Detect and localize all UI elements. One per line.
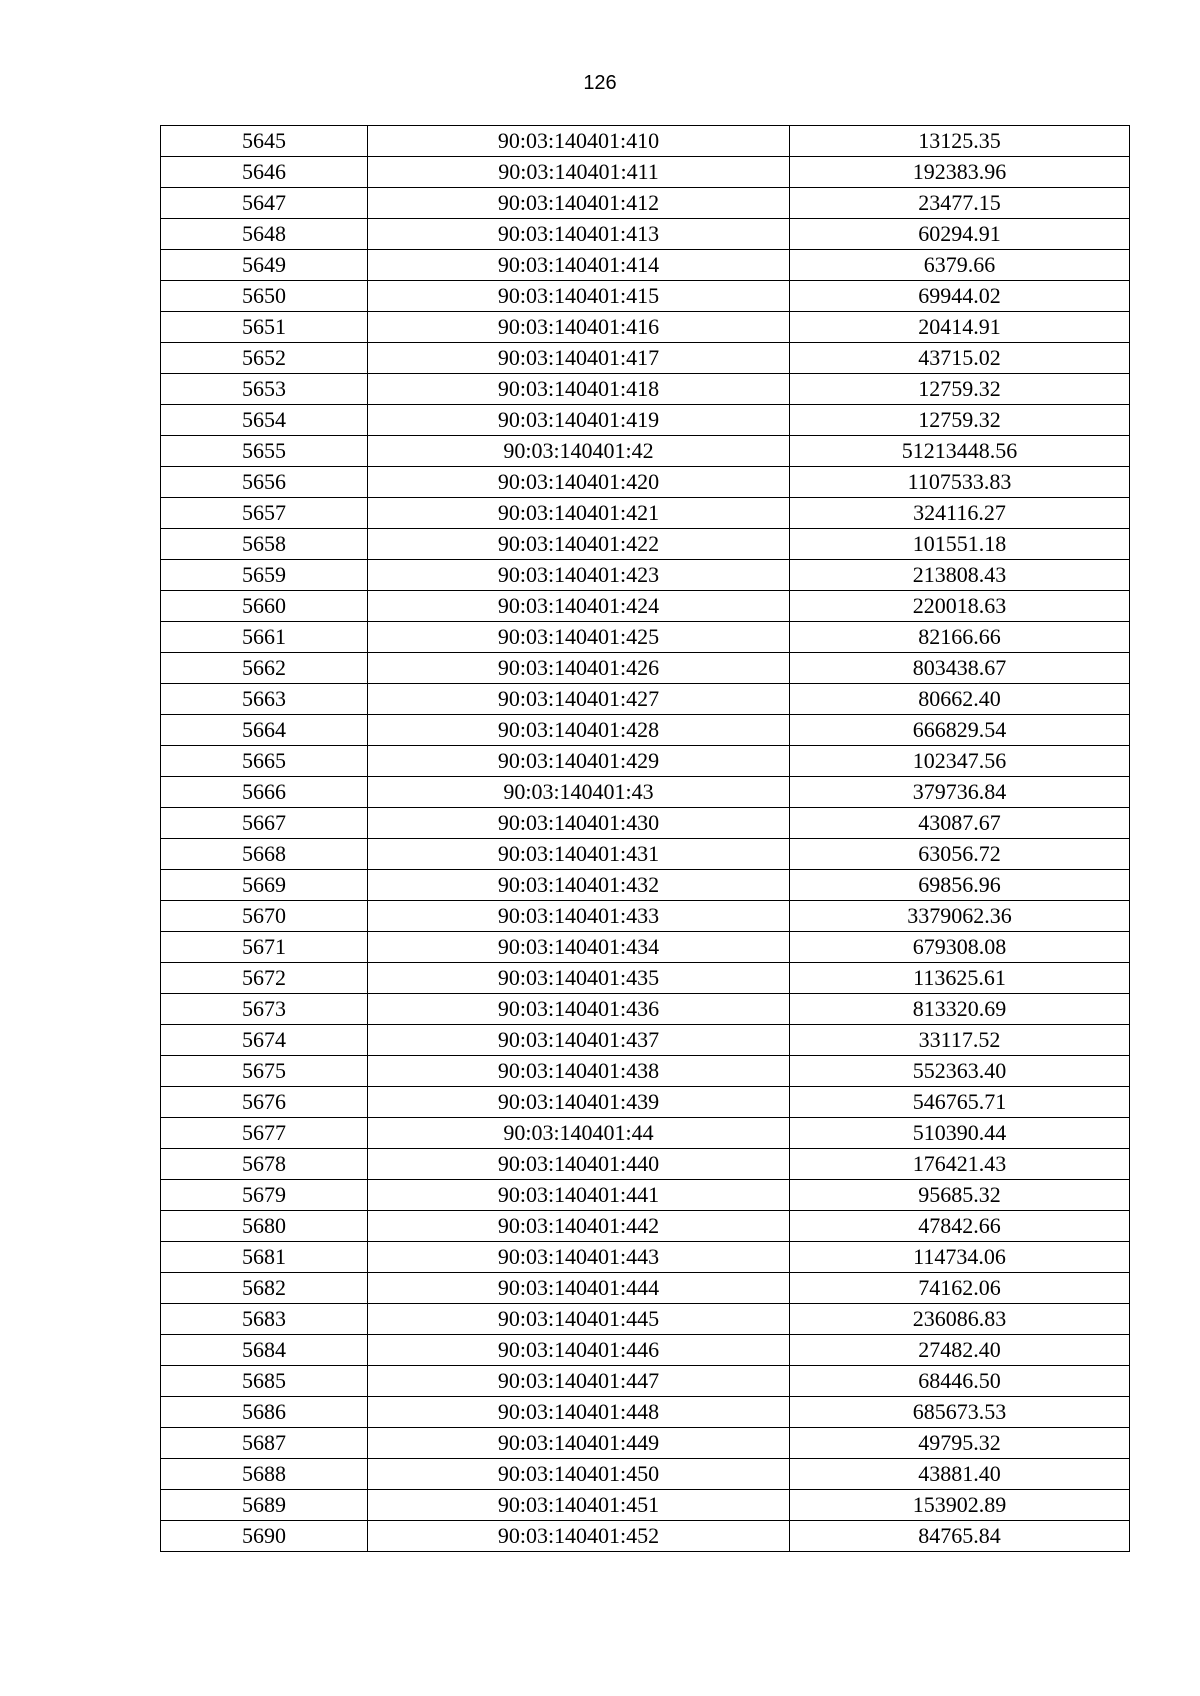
table-row [161, 157, 1130, 188]
cadastral-number-cell: 90:03:140401:432 [368, 870, 790, 901]
row-number-cell: 5665 [161, 746, 368, 777]
value-cell: 153902.89 [790, 1490, 1130, 1521]
value-cell: 20414.91 [790, 312, 1130, 343]
value-cell: 102347.56 [790, 746, 1130, 777]
value-cell: 6379.66 [790, 250, 1130, 281]
row-number-cell: 5684 [161, 1335, 368, 1366]
cadastral-number-cell: 90:03:140401:416 [368, 312, 790, 343]
cadastral-number-cell: 90:03:140401:423 [368, 560, 790, 591]
cadastral-number-cell: 90:03:140401:448 [368, 1397, 790, 1428]
value-cell: 74162.06 [790, 1273, 1130, 1304]
table-row [161, 1397, 1130, 1428]
row-number-cell: 5648 [161, 219, 368, 250]
data-table [160, 125, 1130, 1552]
value-cell: 510390.44 [790, 1118, 1130, 1149]
table-row [161, 467, 1130, 498]
cadastral-number-cell: 90:03:140401:442 [368, 1211, 790, 1242]
table-row [161, 994, 1130, 1025]
table-row [161, 1056, 1130, 1087]
row-number-cell: 5683 [161, 1304, 368, 1335]
table-row [161, 1211, 1130, 1242]
table-row [161, 684, 1130, 715]
cadastral-number-cell: 90:03:140401:438 [368, 1056, 790, 1087]
value-cell: 213808.43 [790, 560, 1130, 591]
value-cell: 220018.63 [790, 591, 1130, 622]
value-cell: 552363.40 [790, 1056, 1130, 1087]
table-row [161, 746, 1130, 777]
table-row [161, 374, 1130, 405]
row-number-cell: 5659 [161, 560, 368, 591]
value-cell: 49795.32 [790, 1428, 1130, 1459]
table-row [161, 529, 1130, 560]
table-row [161, 870, 1130, 901]
table-row [161, 1242, 1130, 1273]
row-number-cell: 5690 [161, 1521, 368, 1552]
cadastral-number-cell: 90:03:140401:417 [368, 343, 790, 374]
table-row [161, 1180, 1130, 1211]
row-number-cell: 5661 [161, 622, 368, 653]
table-row [161, 777, 1130, 808]
cadastral-number-cell: 90:03:140401:446 [368, 1335, 790, 1366]
value-cell: 33117.52 [790, 1025, 1130, 1056]
table-row [161, 1459, 1130, 1490]
row-number-cell: 5671 [161, 932, 368, 963]
value-cell: 192383.96 [790, 157, 1130, 188]
cadastral-number-cell: 90:03:140401:452 [368, 1521, 790, 1552]
cadastral-number-cell: 90:03:140401:427 [368, 684, 790, 715]
value-cell: 82166.66 [790, 622, 1130, 653]
row-number-cell: 5666 [161, 777, 368, 808]
cadastral-number-cell: 90:03:140401:435 [368, 963, 790, 994]
value-cell: 69944.02 [790, 281, 1130, 312]
row-number-cell: 5670 [161, 901, 368, 932]
table-row [161, 1273, 1130, 1304]
cadastral-number-cell: 90:03:140401:420 [368, 467, 790, 498]
cadastral-number-cell: 90:03:140401:415 [368, 281, 790, 312]
value-cell: 324116.27 [790, 498, 1130, 529]
row-number-cell: 5652 [161, 343, 368, 374]
value-cell: 176421.43 [790, 1149, 1130, 1180]
value-cell: 685673.53 [790, 1397, 1130, 1428]
cadastral-number-cell: 90:03:140401:42 [368, 436, 790, 467]
cadastral-number-cell: 90:03:140401:436 [368, 994, 790, 1025]
value-cell: 95685.32 [790, 1180, 1130, 1211]
cadastral-number-cell: 90:03:140401:431 [368, 839, 790, 870]
cadastral-number-cell: 90:03:140401:410 [368, 126, 790, 157]
cadastral-number-cell: 90:03:140401:413 [368, 219, 790, 250]
table-row [161, 808, 1130, 839]
table-row [161, 281, 1130, 312]
table-row [161, 1428, 1130, 1459]
table-row [161, 839, 1130, 870]
row-number-cell: 5655 [161, 436, 368, 467]
row-number-cell: 5673 [161, 994, 368, 1025]
row-number-cell: 5685 [161, 1366, 368, 1397]
value-cell: 679308.08 [790, 932, 1130, 963]
cadastral-number-cell: 90:03:140401:429 [368, 746, 790, 777]
value-cell: 43881.40 [790, 1459, 1130, 1490]
table-row [161, 498, 1130, 529]
value-cell: 43087.67 [790, 808, 1130, 839]
row-number-cell: 5645 [161, 126, 368, 157]
value-cell: 546765.71 [790, 1087, 1130, 1118]
row-number-cell: 5650 [161, 281, 368, 312]
table-row [161, 1366, 1130, 1397]
cadastral-number-cell: 90:03:140401:440 [368, 1149, 790, 1180]
table-row [161, 932, 1130, 963]
table-row [161, 1025, 1130, 1056]
table-row [161, 219, 1130, 250]
row-number-cell: 5688 [161, 1459, 368, 1490]
row-number-cell: 5662 [161, 653, 368, 684]
value-cell: 51213448.56 [790, 436, 1130, 467]
value-cell: 113625.61 [790, 963, 1130, 994]
cadastral-number-cell: 90:03:140401:430 [368, 808, 790, 839]
page-number: 126 [583, 72, 617, 94]
table-row [161, 1149, 1130, 1180]
cadastral-number-cell: 90:03:140401:428 [368, 715, 790, 746]
value-cell: 68446.50 [790, 1366, 1130, 1397]
table-body [161, 126, 1130, 1552]
cadastral-number-cell: 90:03:140401:422 [368, 529, 790, 560]
value-cell: 23477.15 [790, 188, 1130, 219]
value-cell: 114734.06 [790, 1242, 1130, 1273]
value-cell: 1107533.83 [790, 467, 1130, 498]
table-row [161, 436, 1130, 467]
value-cell: 69856.96 [790, 870, 1130, 901]
value-cell: 60294.91 [790, 219, 1130, 250]
row-number-cell: 5646 [161, 157, 368, 188]
row-number-cell: 5687 [161, 1428, 368, 1459]
row-number-cell: 5689 [161, 1490, 368, 1521]
row-number-cell: 5675 [161, 1056, 368, 1087]
cadastral-number-cell: 90:03:140401:424 [368, 591, 790, 622]
table-row [161, 312, 1130, 343]
table-row [161, 622, 1130, 653]
cadastral-number-cell: 90:03:140401:433 [368, 901, 790, 932]
cadastral-number-cell: 90:03:140401:426 [368, 653, 790, 684]
row-number-cell: 5672 [161, 963, 368, 994]
table-row [161, 1335, 1130, 1366]
cadastral-number-cell: 90:03:140401:449 [368, 1428, 790, 1459]
table-row [161, 653, 1130, 684]
value-cell: 101551.18 [790, 529, 1130, 560]
table-row [161, 1118, 1130, 1149]
value-cell: 666829.54 [790, 715, 1130, 746]
cadastral-number-cell: 90:03:140401:434 [368, 932, 790, 963]
cadastral-number-cell: 90:03:140401:447 [368, 1366, 790, 1397]
cadastral-number-cell: 90:03:140401:421 [368, 498, 790, 529]
row-number-cell: 5647 [161, 188, 368, 219]
table-row [161, 126, 1130, 157]
cadastral-number-cell: 90:03:140401:412 [368, 188, 790, 219]
table-row [161, 343, 1130, 374]
table-row [161, 1304, 1130, 1335]
value-cell: 3379062.36 [790, 901, 1130, 932]
cadastral-number-cell: 90:03:140401:451 [368, 1490, 790, 1521]
row-number-cell: 5658 [161, 529, 368, 560]
row-number-cell: 5653 [161, 374, 368, 405]
table-row [161, 188, 1130, 219]
cadastral-number-cell: 90:03:140401:419 [368, 405, 790, 436]
row-number-cell: 5651 [161, 312, 368, 343]
table-row [161, 963, 1130, 994]
table-row [161, 1490, 1130, 1521]
cadastral-number-cell: 90:03:140401:414 [368, 250, 790, 281]
row-number-cell: 5681 [161, 1242, 368, 1273]
table-row [161, 405, 1130, 436]
value-cell: 43715.02 [790, 343, 1130, 374]
row-number-cell: 5667 [161, 808, 368, 839]
value-cell: 47842.66 [790, 1211, 1130, 1242]
cadastral-number-cell: 90:03:140401:44 [368, 1118, 790, 1149]
row-number-cell: 5657 [161, 498, 368, 529]
value-cell: 379736.84 [790, 777, 1130, 808]
row-number-cell: 5680 [161, 1211, 368, 1242]
cadastral-number-cell: 90:03:140401:437 [368, 1025, 790, 1056]
value-cell: 803438.67 [790, 653, 1130, 684]
row-number-cell: 5663 [161, 684, 368, 715]
row-number-cell: 5664 [161, 715, 368, 746]
cadastral-number-cell: 90:03:140401:441 [368, 1180, 790, 1211]
cadastral-number-cell: 90:03:140401:445 [368, 1304, 790, 1335]
row-number-cell: 5674 [161, 1025, 368, 1056]
value-cell: 13125.35 [790, 126, 1130, 157]
row-number-cell: 5656 [161, 467, 368, 498]
row-number-cell: 5682 [161, 1273, 368, 1304]
value-cell: 236086.83 [790, 1304, 1130, 1335]
table-row [161, 1087, 1130, 1118]
row-number-cell: 5677 [161, 1118, 368, 1149]
value-cell: 27482.40 [790, 1335, 1130, 1366]
value-cell: 80662.40 [790, 684, 1130, 715]
cadastral-number-cell: 90:03:140401:43 [368, 777, 790, 808]
table-row [161, 591, 1130, 622]
table-row [161, 1521, 1130, 1552]
value-cell: 12759.32 [790, 405, 1130, 436]
row-number-cell: 5679 [161, 1180, 368, 1211]
table-row [161, 715, 1130, 746]
row-number-cell: 5649 [161, 250, 368, 281]
cadastral-number-cell: 90:03:140401:450 [368, 1459, 790, 1490]
row-number-cell: 5676 [161, 1087, 368, 1118]
cadastral-number-cell: 90:03:140401:444 [368, 1273, 790, 1304]
table-row [161, 560, 1130, 591]
value-cell: 813320.69 [790, 994, 1130, 1025]
row-number-cell: 5654 [161, 405, 368, 436]
row-number-cell: 5668 [161, 839, 368, 870]
cadastral-number-cell: 90:03:140401:425 [368, 622, 790, 653]
value-cell: 84765.84 [790, 1521, 1130, 1552]
table-row [161, 250, 1130, 281]
cadastral-number-cell: 90:03:140401:443 [368, 1242, 790, 1273]
row-number-cell: 5686 [161, 1397, 368, 1428]
row-number-cell: 5660 [161, 591, 368, 622]
value-cell: 63056.72 [790, 839, 1130, 870]
cadastral-number-cell: 90:03:140401:411 [368, 157, 790, 188]
value-cell: 12759.32 [790, 374, 1130, 405]
row-number-cell: 5669 [161, 870, 368, 901]
row-number-cell: 5678 [161, 1149, 368, 1180]
cadastral-number-cell: 90:03:140401:418 [368, 374, 790, 405]
cadastral-number-cell: 90:03:140401:439 [368, 1087, 790, 1118]
table-row [161, 901, 1130, 932]
